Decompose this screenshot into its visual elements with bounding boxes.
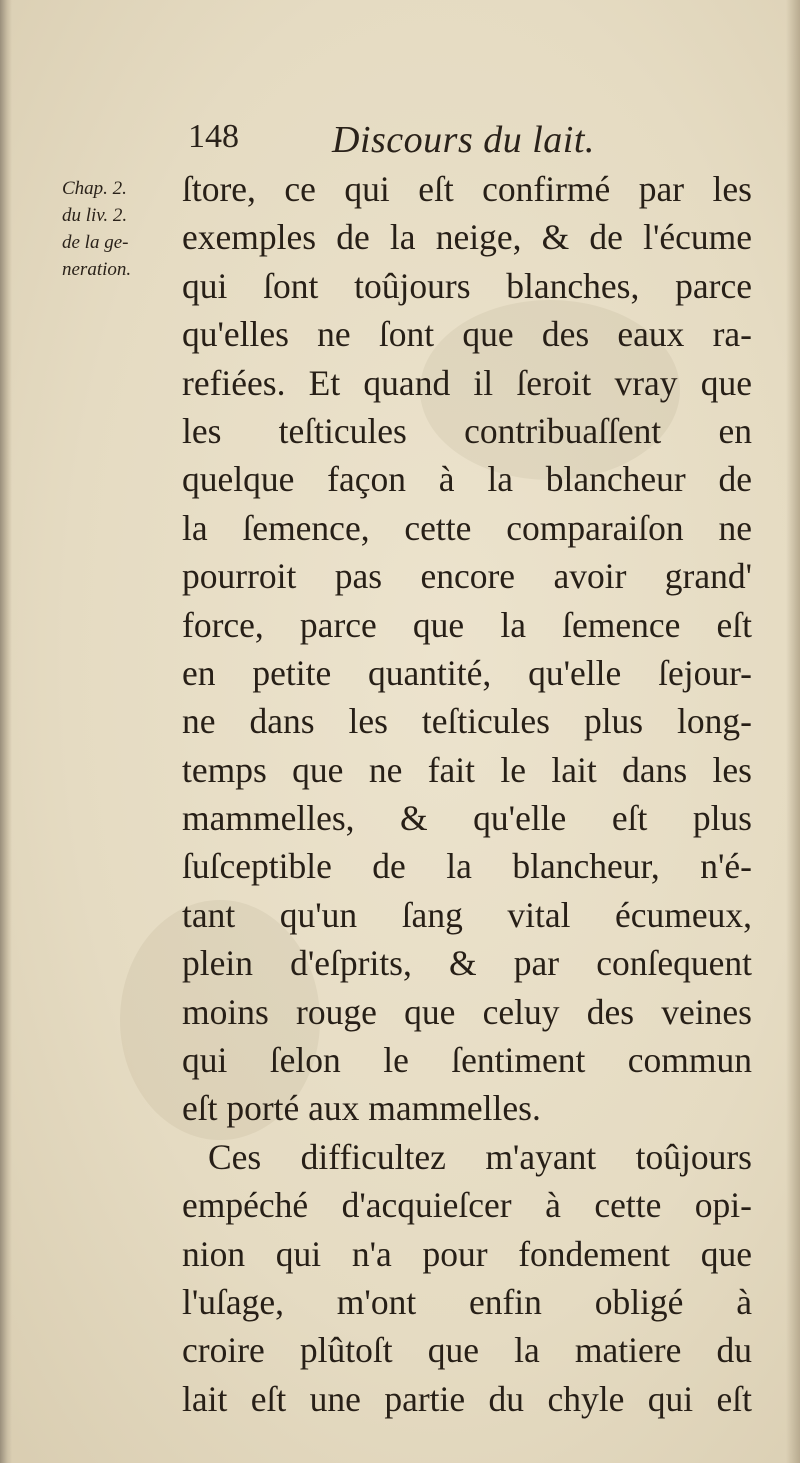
text-line: qu'elles ne ſont que des eaux ra- xyxy=(182,314,752,355)
text-line: la ſemence, cette comparaiſon ne xyxy=(182,507,752,548)
page-number: 148 xyxy=(188,118,239,155)
text-line: refiées. Et quand il ſeroit vray que xyxy=(182,362,752,403)
text-line: ne dans les teſticules plus long- xyxy=(182,701,752,742)
text-line: nion qui n'a pour fondement que xyxy=(182,1233,752,1274)
text-line: pourroit pas encore avoir grand' xyxy=(182,556,752,597)
margin-note-line: de la ge- xyxy=(62,232,129,253)
text-line: empéché d'acquieſcer à cette opi- xyxy=(182,1185,752,1226)
text-line: temps que ne fait le lait dans les xyxy=(182,749,752,790)
text-line: ſtore, ce qui eſt confirmé par les xyxy=(182,169,752,209)
margin-note xyxy=(62,175,180,283)
text-line: les teſticules contribuaſſent en xyxy=(182,410,752,451)
text-line: moins rouge que celuy des veines xyxy=(182,991,752,1032)
text-line: lait eſt une partie du chyle qui eſt xyxy=(182,1378,752,1419)
text-line: qui ſelon le ſentiment commun xyxy=(182,1040,752,1081)
page-edge-shadow xyxy=(786,0,800,1463)
text-line: quelque façon à la blancheur de xyxy=(182,459,752,500)
page-header xyxy=(180,118,740,168)
text-line: croire plûtoſt que la matiere du xyxy=(182,1330,752,1371)
text-line: mammelles, & qu'elle eſt plus xyxy=(182,798,752,839)
text-line: plein d'eſprits, & par conſequent xyxy=(182,943,752,984)
text-line: tant qu'un ſang vital écumeux, xyxy=(182,894,752,935)
paragraph-end-line: eſt porté aux mammelles. xyxy=(182,1088,541,1129)
body-text xyxy=(182,165,752,1423)
text-line: l'uſage, m'ont enfin obligé à xyxy=(182,1281,752,1322)
paragraph-start-line: Ces difficultez m'ayant toûjours xyxy=(208,1136,752,1177)
text-line: ſuſceptible de la blancheur, n'é- xyxy=(182,846,752,887)
text-line: force, parce que la ſemence eſt xyxy=(182,604,752,645)
margin-note-line: du liv. 2. xyxy=(62,205,128,226)
text-line: en petite quantité, qu'elle ſejour- xyxy=(182,652,752,693)
margin-note-line: Chap. 2. xyxy=(62,178,127,199)
margin-note-line: neration. xyxy=(62,259,132,280)
page-gutter-shadow xyxy=(0,0,12,1463)
text-line: qui ſont toûjours blanches, parce xyxy=(182,265,752,306)
running-title: Discours du lait. xyxy=(332,119,595,161)
text-line: exemples de la neige, & de l'écume xyxy=(182,217,752,258)
